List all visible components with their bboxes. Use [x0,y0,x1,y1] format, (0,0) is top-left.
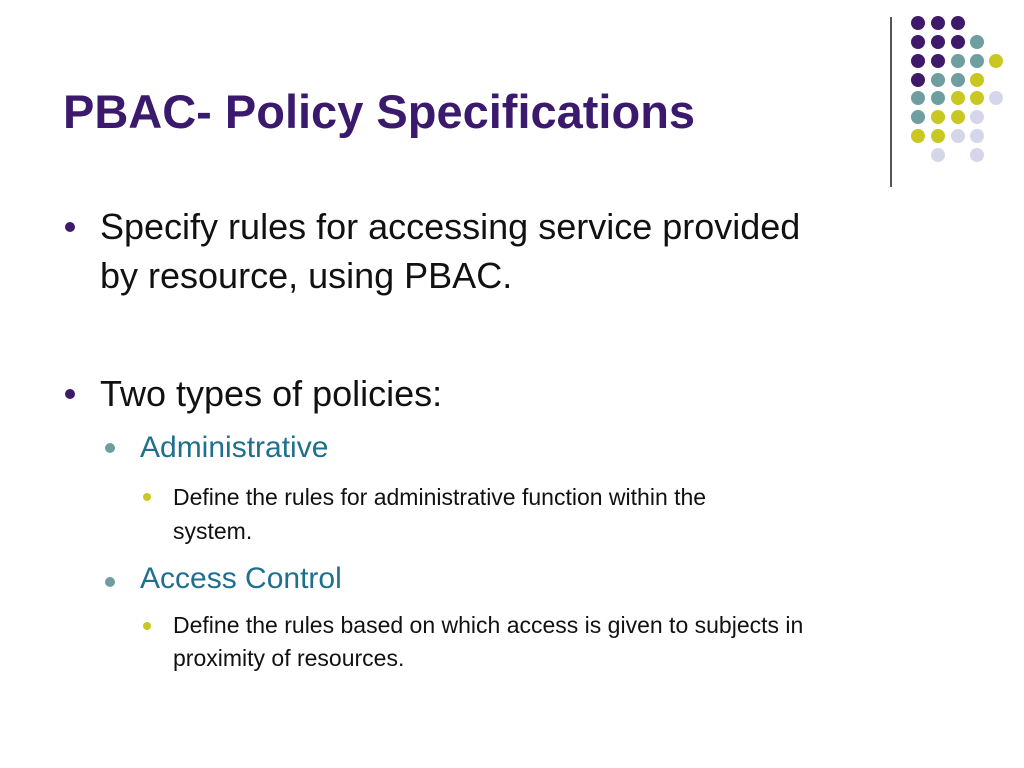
detail-text-line: Define the rules for administrative function within the [173,484,707,510]
subheading-access-control: Access Control [140,562,342,595]
decorative-dot [911,91,925,105]
decorative-dot [951,16,965,30]
decorative-dot [989,54,1003,68]
detail-text-line: proximity of resources. [173,645,405,671]
decorative-dot [911,110,925,124]
decorative-dot [970,129,984,143]
decorative-dot-grid [0,0,1024,200]
decorative-dot [931,91,945,105]
decorative-dot [911,129,925,143]
decorative-dot [931,129,945,143]
decorative-dot [931,54,945,68]
detail-text-line: Define the rules based on which access is given to subjects in [173,612,804,638]
sub-bullet-dot [105,443,115,453]
decorative-dot [951,73,965,87]
decorative-dot [951,35,965,49]
decorative-dot [951,129,965,143]
decorative-dot [931,73,945,87]
decorative-dot [951,91,965,105]
sub-sub-bullet-dot [143,622,151,630]
subheading-administrative: Administrative [140,431,329,464]
decorative-dot [951,54,965,68]
decorative-dot [911,16,925,30]
decorative-dot [931,16,945,30]
decorative-dot [970,148,984,162]
decorative-dot [931,35,945,49]
decorative-dot [989,91,1003,105]
bullet-text-line: Specify rules for accessing service provided [100,206,801,247]
bullet-text-line: by resource, using PBAC. [100,255,513,296]
sub-sub-bullet-dot [143,493,151,501]
decorative-dot [911,54,925,68]
decorative-dot [970,110,984,124]
decorative-dot [970,73,984,87]
decorative-dot [951,110,965,124]
decorative-dot [970,54,984,68]
decorative-dot [970,91,984,105]
sub-bullet-dot [105,577,115,587]
decorative-dot [931,148,945,162]
decorative-dot [931,110,945,124]
decorative-dot [911,35,925,49]
decorative-dot [911,73,925,87]
detail-text-line: system. [173,518,253,544]
decorative-dot [970,35,984,49]
bullet-dot [65,222,75,232]
bullet-dot [65,389,75,399]
slide-title: PBAC- Policy Specifications [63,85,696,138]
bullet-text-line: Two types of policies: [100,373,443,414]
